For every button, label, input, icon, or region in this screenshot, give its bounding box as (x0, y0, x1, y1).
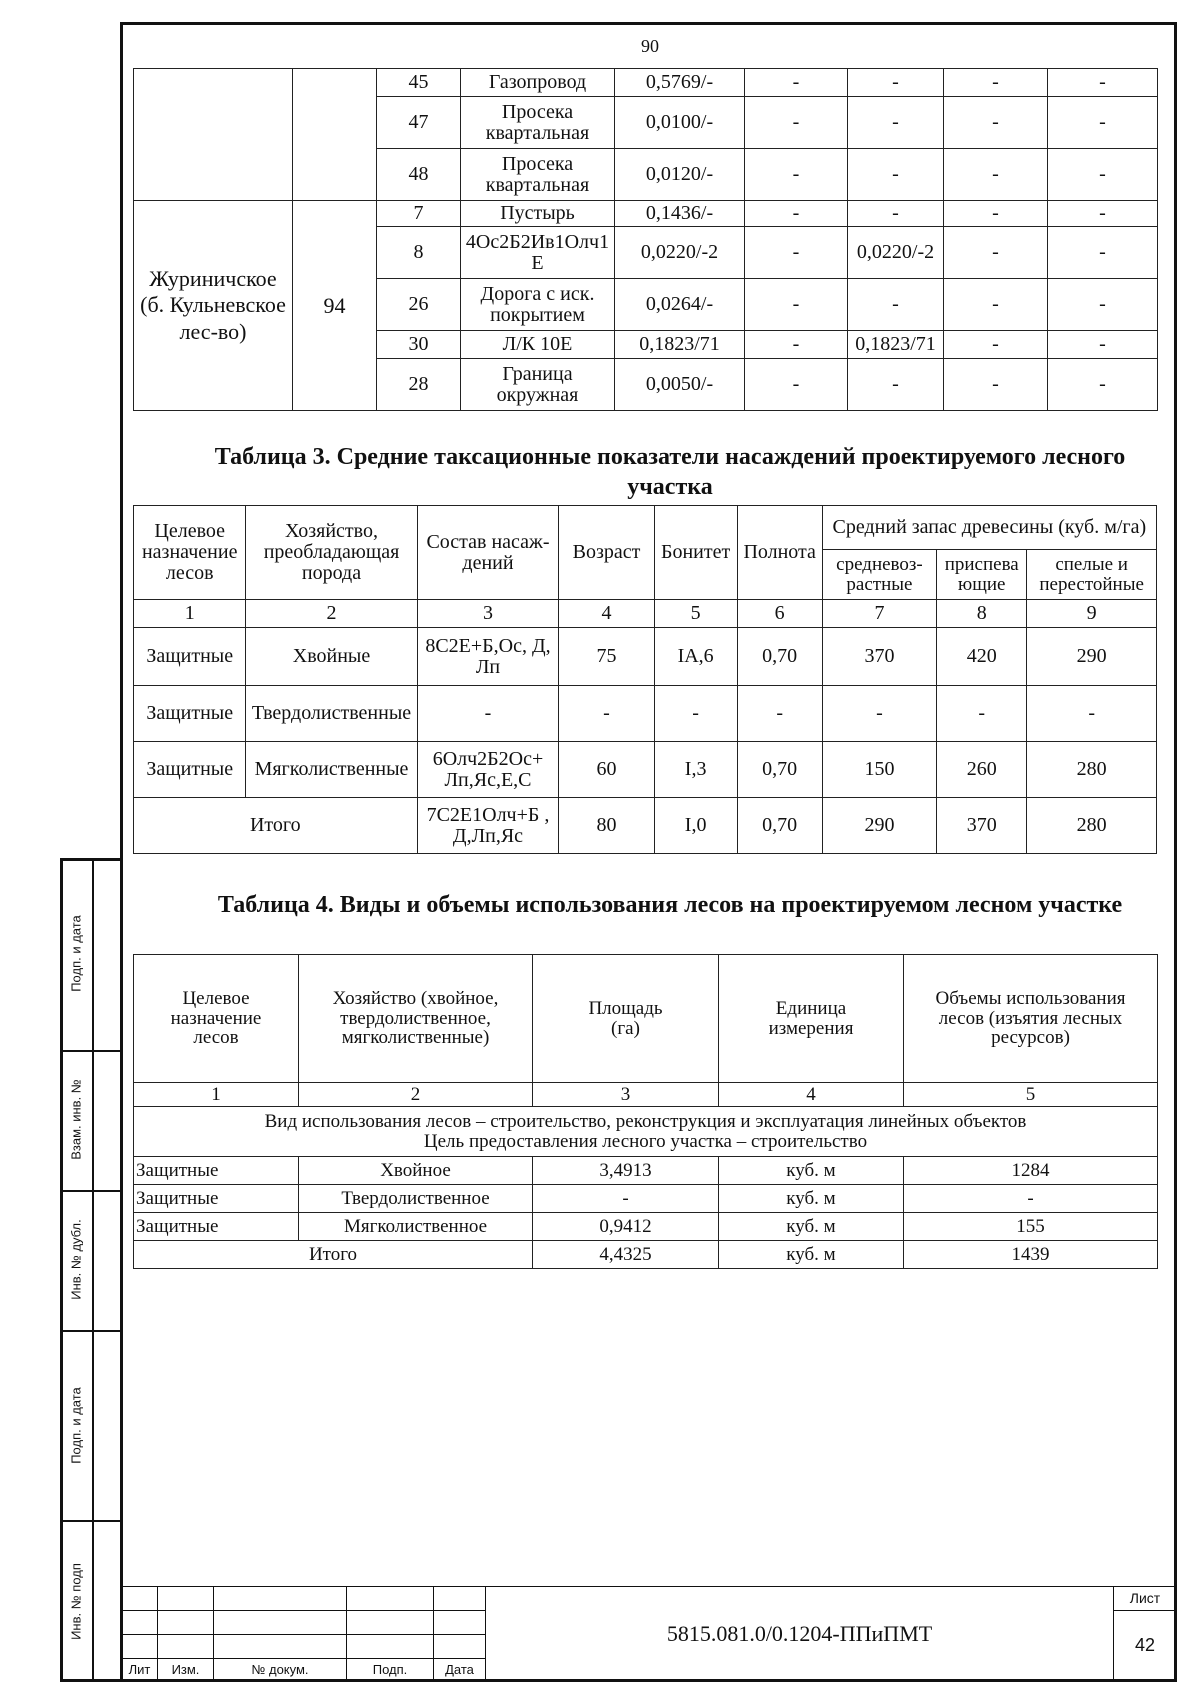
frame-right (1174, 22, 1177, 1682)
side-label-inv-orig: Инв. № подп (68, 1563, 84, 1640)
table-row: Защитные Хвойные 8С2Е+Б,Ос, Д, Лп 75 IA,6 0,70 370 420 290 (134, 628, 1157, 686)
forestry-cell: Журиничское (б. Кульневское лес-во) (134, 201, 293, 411)
frame-top (120, 22, 1177, 25)
sheet-number: 42 (1114, 1611, 1177, 1681)
table-row: Защитные Мягколиственные 6Олч2Б2Ос+ Лп,Яс,Е,С 60 I,3 0,70 150 260 280 (134, 742, 1157, 798)
side-label-sign-date-2: Подп. и дата (68, 1387, 84, 1464)
quarter-cell: 94 (293, 201, 377, 411)
table-row: 48 Просека квартальная 0,0120/- - - - - (134, 149, 1158, 201)
table-row: Защитные Мягколиственное 0,9412 куб. м 155 (134, 1213, 1158, 1241)
title-block: 5815.081.0/0.1204-ППиПМТ Лист 42 Лит Изм. № докум. Подп. Дата (121, 1586, 1177, 1681)
table-4-title: Таблица 4. Виды и объемы использования лесов на проектируемом лесном участке (217, 892, 1123, 918)
table-row: 30 Л/К 10Е 0,1823/71 - 0,1823/71 - - (134, 331, 1158, 359)
side-label-replace-inv: Взам. инв. № (68, 1079, 84, 1160)
table-row: 8 4Ос2Б2Ив1Олч1Е 0,0220/-2 - 0,0220/-2 - - (134, 227, 1158, 279)
table-row: 26 Дорога с иск. покрытием 0,0264/- - - - - (134, 279, 1158, 331)
usage-row (134, 1107, 1158, 1157)
table-row: Защитные Твердолиственное - куб. м - (134, 1185, 1158, 1213)
side-label-dup-inv: Инв. № дубл. (68, 1219, 84, 1300)
table-row: 1 2 3 4 5 (134, 1083, 1158, 1107)
empty-cell (134, 69, 293, 201)
table-3 (133, 505, 1157, 854)
table-total-row: Итого 7С2Е1Олч+Б , Д,Лп,Яс 80 I,0 0,70 290 370 280 (134, 798, 1157, 854)
usage-line-1: Вид использования лесов – строительство, реконструкция и эксплуатация линейных объектов (264, 1110, 1027, 1132)
usage-line-2: Цель предоставления лесного участка – строительство (423, 1130, 868, 1152)
table-1 (133, 68, 1158, 411)
sheet-label: Лист (1114, 1587, 1177, 1611)
table-total-row: Итого 4,4325 куб. м 1439 (134, 1241, 1158, 1269)
table-header-row: Целевое назначение лесов Хозяйство (хвойное, твердолиственное, мягколиственные) Площадь (га) Единица измерения Объемы использования лесов (изъятия лесных ресурсов) (134, 955, 1158, 1083)
table-4 (133, 954, 1158, 1269)
table-header-row: Целевое назначение лесов Хозяйство, преобладающая порода Состав насаж-дений Возраст Бонитет Полнота Средний запас древесины (куб. м/га) (134, 506, 1157, 550)
table-row: 47 Просека квартальная 0,0100/- - - - - (134, 97, 1158, 149)
empty-cell (293, 69, 377, 201)
side-label-sign-date-1: Подп. и дата (68, 915, 84, 992)
table-row: Защитные Хвойное 3,4913 куб. м 1284 (134, 1157, 1158, 1185)
table-row: 28 Граница окружная 0,0050/- - - - - (134, 359, 1158, 411)
table-header-row: средневоз-растные приспевающие спелые и перестойные (134, 550, 1157, 600)
table-row: Защитные Твердолиственные - - - - - - - (134, 686, 1157, 742)
table-3-title: Таблица 3. Средние таксационные показатели насаждений проектируемого лесного участка (214, 444, 1126, 500)
table-row: Журиничское (б. Кульневское лес-во) 94 7 Пустырь 0,1436/- - - - - (134, 201, 1158, 227)
page-number-top: 90 (641, 36, 659, 56)
doc-code: 5815.081.0/0.1204-ППиПМТ (486, 1587, 1114, 1681)
table-row: 45 Газопровод 0,5769/- - - - - (134, 69, 1158, 97)
side-stamp (60, 858, 123, 1682)
table-row: 1 2 3 4 5 6 7 8 9 (134, 600, 1157, 628)
